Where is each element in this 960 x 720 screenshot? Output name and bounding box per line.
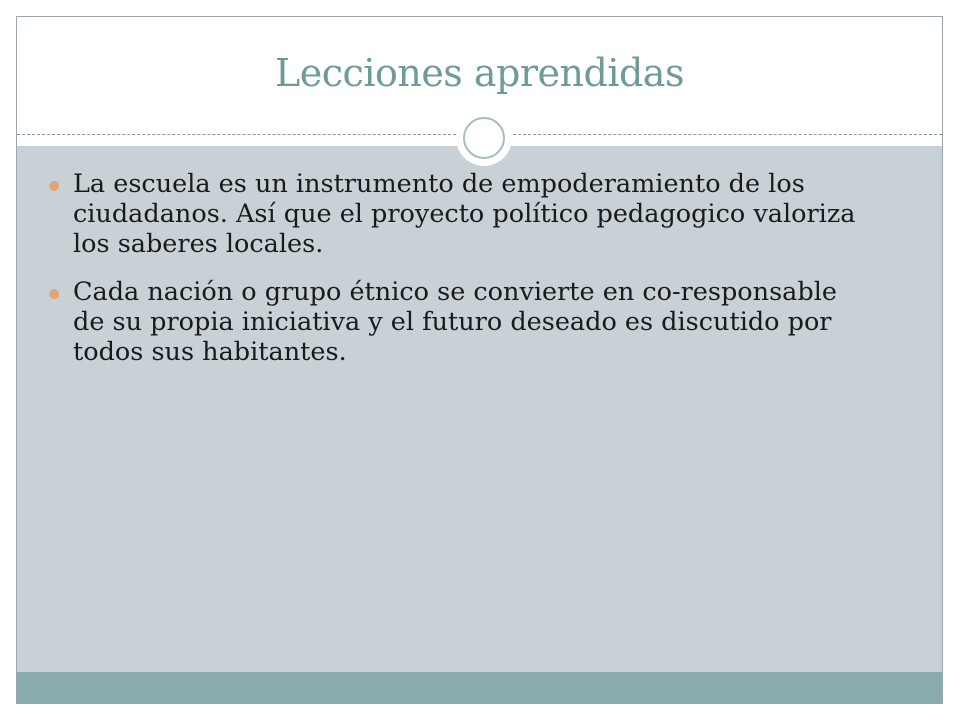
circle-ornament-icon	[456, 110, 512, 166]
bullet-dot-icon	[49, 289, 59, 299]
slide-title: Lecciones aprendidas	[275, 51, 684, 95]
footer-band	[17, 672, 942, 704]
bullet-text: Cada nación o grupo étnico se convierte en co-responsable de su propia iniciativa y el futuro deseado es discutido por todos sus habitantes.	[73, 277, 837, 367]
bullet-dot-icon	[49, 181, 59, 191]
bullet-item	[49, 169, 869, 259]
bullet-text: La escuela es un instrumento de empoderamiento de los ciudadanos. Así que el proyecto político pedagogico valoriza los saberes locales.	[73, 169, 856, 259]
bullet-list	[49, 169, 869, 385]
bullet-item	[49, 277, 869, 367]
circle-ornament-ring	[463, 117, 505, 159]
slide-frame	[16, 16, 943, 704]
